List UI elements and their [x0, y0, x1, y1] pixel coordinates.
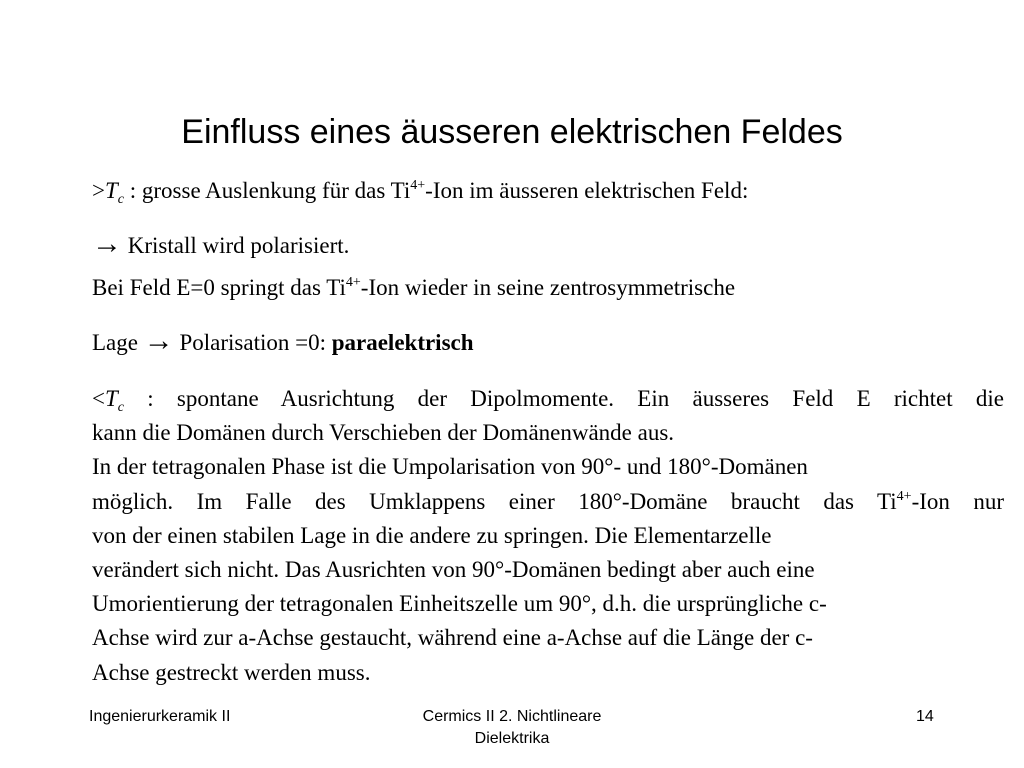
page-number: 14	[916, 708, 934, 725]
line3-text-end: -Ion wieder in seine zentrosymmetrische	[360, 275, 736, 300]
line3-text: Bei Feld E=0 springt das Ti	[92, 275, 346, 300]
ion-charge: 4+	[345, 275, 361, 290]
footer-course: Ingenierurkeramik II	[89, 708, 231, 725]
line1-text-end: -Ion im äusseren elektrischen Feld:	[425, 178, 749, 203]
para-line: verändert sich nicht. Das Ausrichten von 90°-Domänen bedingt aber auch eine	[92, 557, 815, 583]
para-line: Achse wird zur a-Achse gestaucht, während eine a-Achse auf die Länge der c-	[92, 625, 813, 651]
para-line: Achse gestreckt werden muss.	[92, 659, 371, 685]
line2-text: Kristall wird polarisiert.	[122, 233, 350, 258]
footer-lecture	[362, 706, 662, 750]
line-paraelectric	[92, 324, 474, 357]
para-line: kann die Domänen durch Verschieben der Domänenwände aus.	[92, 420, 675, 446]
tc-symbol: T	[104, 178, 118, 203]
less-than-symbol: <	[92, 386, 105, 411]
para-text: : spontane Ausrichtung der Dipolmomente. Ein äusseres Feld E richtet die	[124, 386, 1004, 411]
tc-subscript: c	[117, 192, 124, 207]
line1-text: : grosse Auslenkung für das Ti	[124, 178, 411, 203]
right-arrow-icon: →	[92, 227, 122, 260]
para-line	[92, 485, 1004, 519]
line4-text: Lage	[92, 330, 144, 355]
ion-charge: 4+	[896, 488, 912, 504]
para-line: Umorientierung der tetragonalen Einheitszelle um 90°, d.h. die ursprüngliche c-	[92, 591, 827, 617]
line-above-tc	[92, 178, 749, 207]
footer-lecture-line2: Dielektrika	[474, 730, 550, 747]
footer-lecture-line1: Cermics II 2. Nichtlineare	[422, 708, 602, 725]
para-line	[92, 382, 1004, 416]
below-tc-paragraph	[92, 382, 1004, 690]
line4-text-mid: Polarisation =0:	[173, 330, 332, 355]
tc-symbol: T	[104, 386, 118, 411]
greater-than-symbol: >	[92, 178, 105, 203]
line-polarized	[92, 227, 350, 260]
slide-title: Einfluss eines äusseren elektrischen Feldes	[181, 113, 843, 151]
para-line: von der einen stabilen Lage in die andere zu springen. Die Elementarzelle	[92, 522, 772, 548]
line-field-zero	[92, 275, 735, 301]
ion-charge: 4+	[410, 178, 426, 193]
tc-subscript: c	[117, 400, 124, 415]
para-text: möglich. Im Falle des Umklappens einer 180°-Domäne braucht das Ti	[92, 488, 897, 514]
para-text-end: -Ion nur	[911, 488, 1004, 514]
right-arrow-icon: →	[143, 324, 174, 357]
paraelectric-term: paraelektrisch	[331, 330, 474, 355]
para-line: In der tetragonalen Phase ist die Umpolarisation von 90°- und 180°-Domänen	[92, 454, 808, 480]
